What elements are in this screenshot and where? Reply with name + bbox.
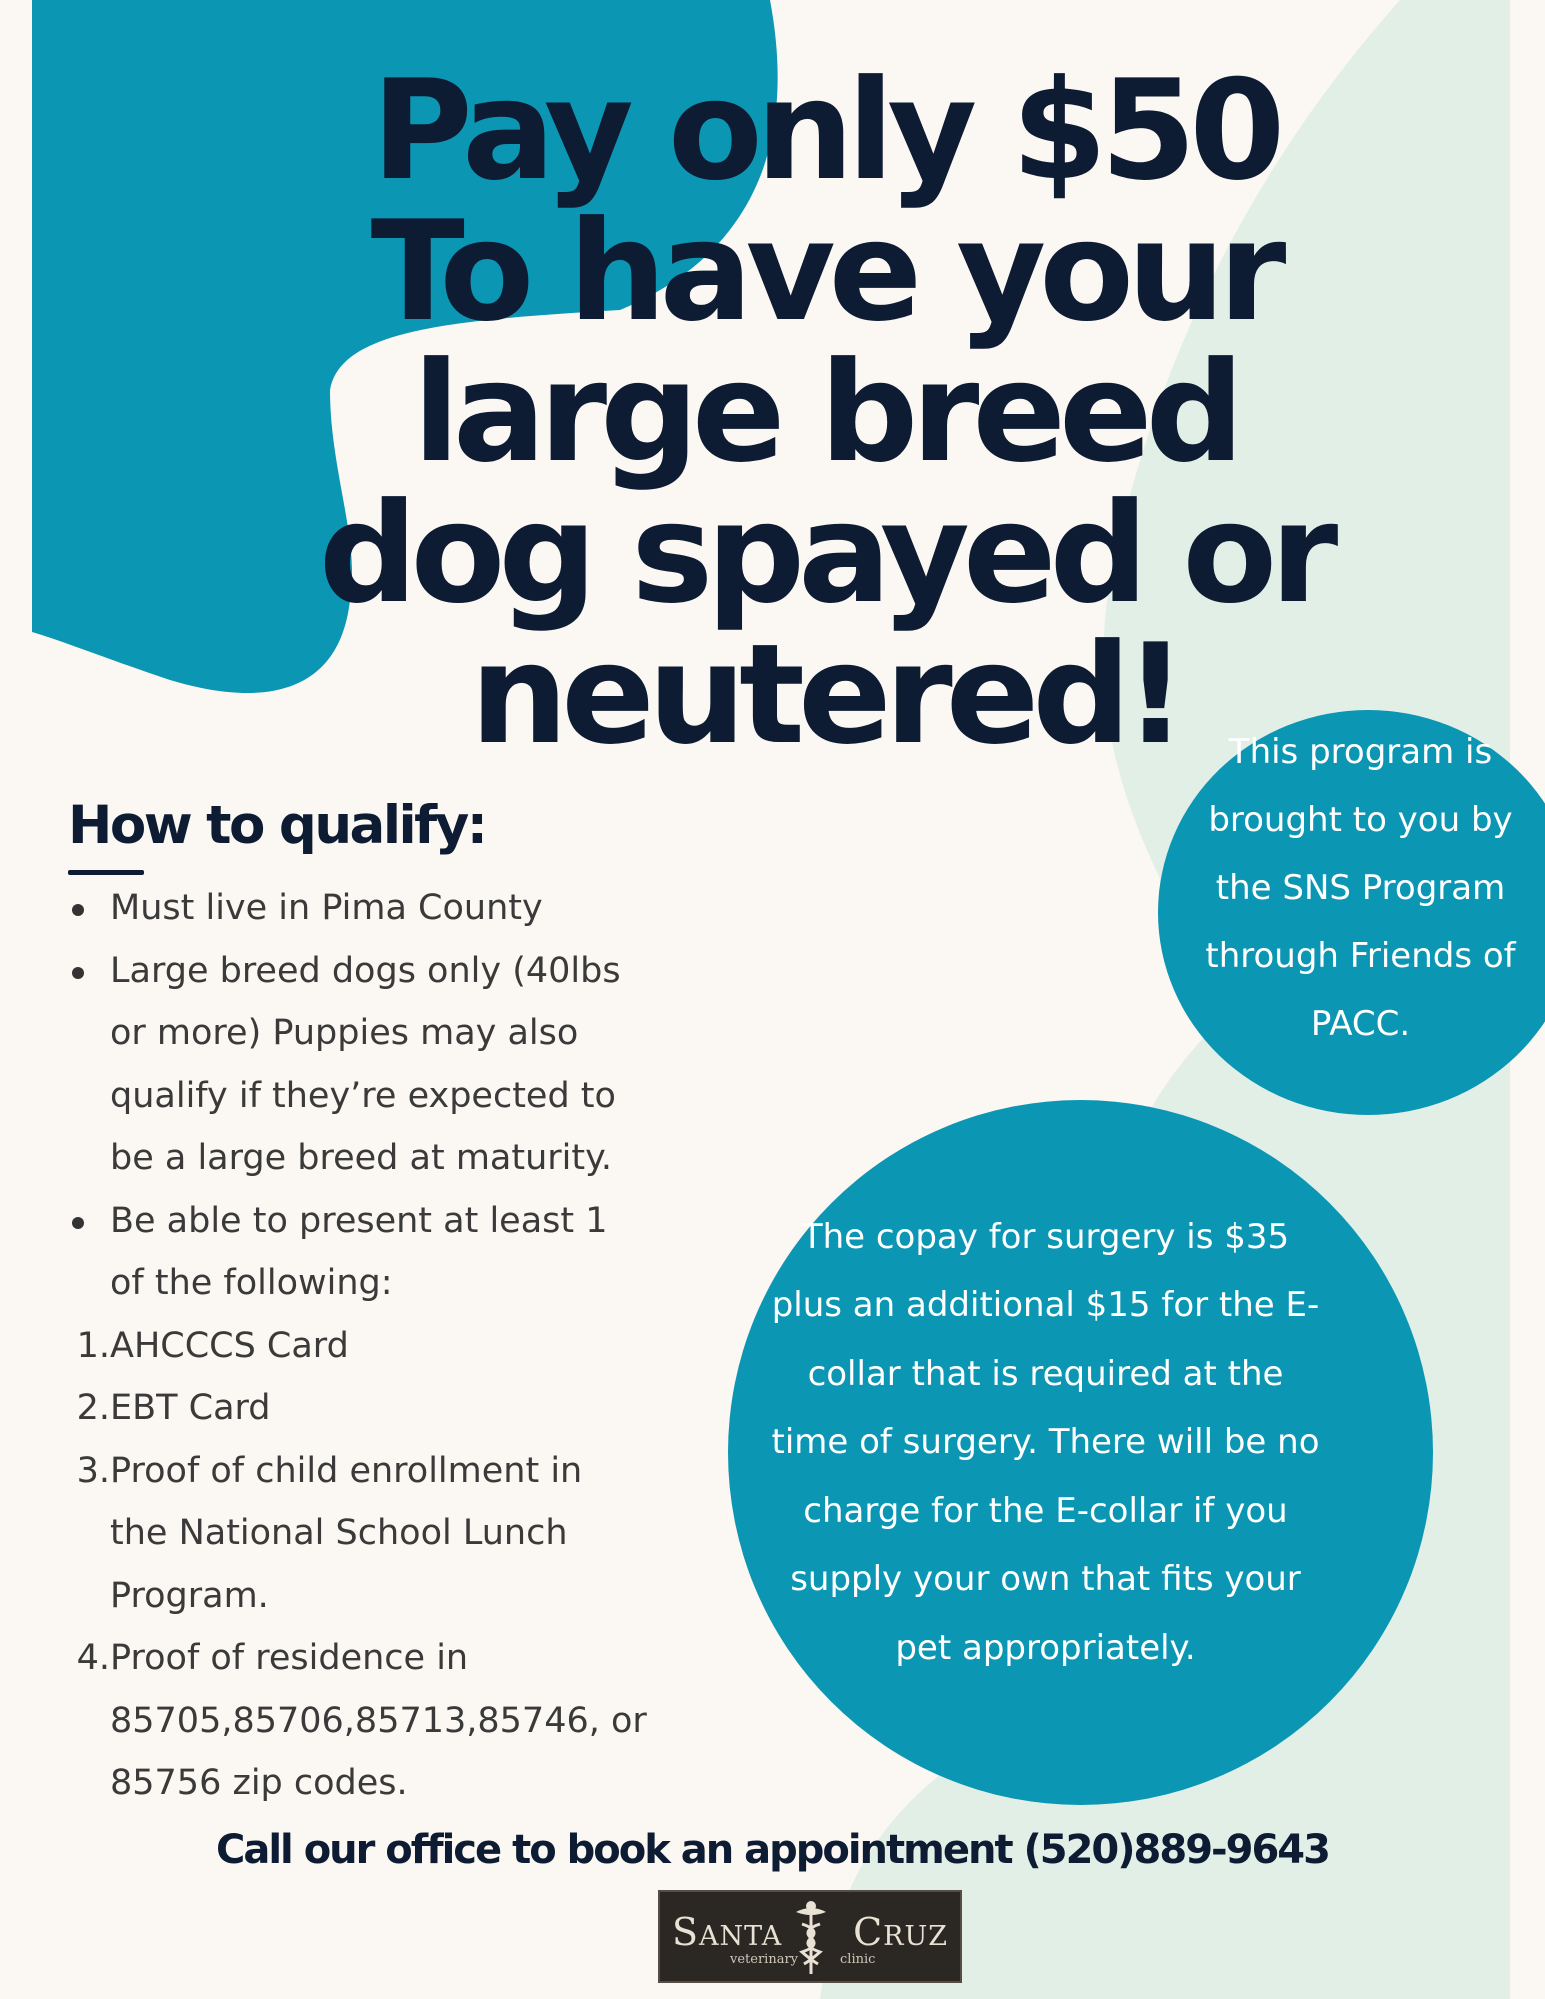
list-item-text: Must live in Pima County [110, 888, 543, 928]
list-item-text: AHCCCS Card [110, 1325, 349, 1366]
call-to-action: Call our office to book an appointment (520)889-9643 [216, 1827, 1329, 1873]
list-item [76, 1377, 650, 1440]
list-item [76, 1315, 650, 1378]
list-item-text: Large breed dogs only (40lbs or more) Puppies may also qualify if they’re expected to be a large breed at maturity. [110, 950, 621, 1178]
caduceus-icon [794, 1898, 828, 1978]
qualify-list [76, 877, 650, 1815]
list-item [110, 940, 650, 1190]
clinic-logo [658, 1890, 962, 1983]
logo-sub-left: veterinary [730, 1952, 799, 1967]
list-item-text: Be able to present at least 1 of the following: [110, 1200, 608, 1303]
headline-line-4: dog spayed or [318, 473, 1332, 634]
list-number: 1. [76, 1325, 110, 1366]
headline-line-3: large breed [412, 332, 1238, 493]
list-item [76, 1440, 650, 1628]
list-number: 3. [76, 1450, 110, 1491]
headline-line-2: To have your [370, 191, 1280, 352]
logo-word-right: Cruz [853, 1910, 948, 1954]
list-item-text: Proof of residence in 85705,85706,85713,85746, or 85756 zip codes. [110, 1638, 647, 1803]
list-number: 4. [76, 1638, 110, 1678]
list-item [110, 877, 650, 940]
qualify-heading: How to qualify: [68, 795, 486, 856]
list-number: 2. [76, 1388, 110, 1428]
copay-note-circle [728, 1100, 1433, 1805]
logo-sub-right: clinic [840, 1952, 876, 1967]
list-item [76, 1627, 650, 1815]
list-item-text: Proof of child enrollment in the National School Lunch Program. [110, 1450, 583, 1616]
program-note: This program is brought to you by the SNS Program through Friends of PACC. [1205, 731, 1516, 1044]
copay-note: The copay for surgery is $35 plus an additional $15 for the E-collar that is required at the time of surgery. There will be no charge for the E-collar if you supply your own that fits your pet appropriately. [771, 1216, 1320, 1668]
program-note-circle [1158, 710, 1545, 1115]
headline-line-1: Pay only $50 [371, 50, 1279, 211]
list-item-text: EBT Card [110, 1388, 271, 1428]
headline-line-5: neutered! [469, 614, 1180, 775]
logo-word-left: Santa [672, 1910, 783, 1954]
list-item [110, 1190, 650, 1315]
headline [250, 50, 1400, 775]
heading-underline [68, 870, 144, 875]
